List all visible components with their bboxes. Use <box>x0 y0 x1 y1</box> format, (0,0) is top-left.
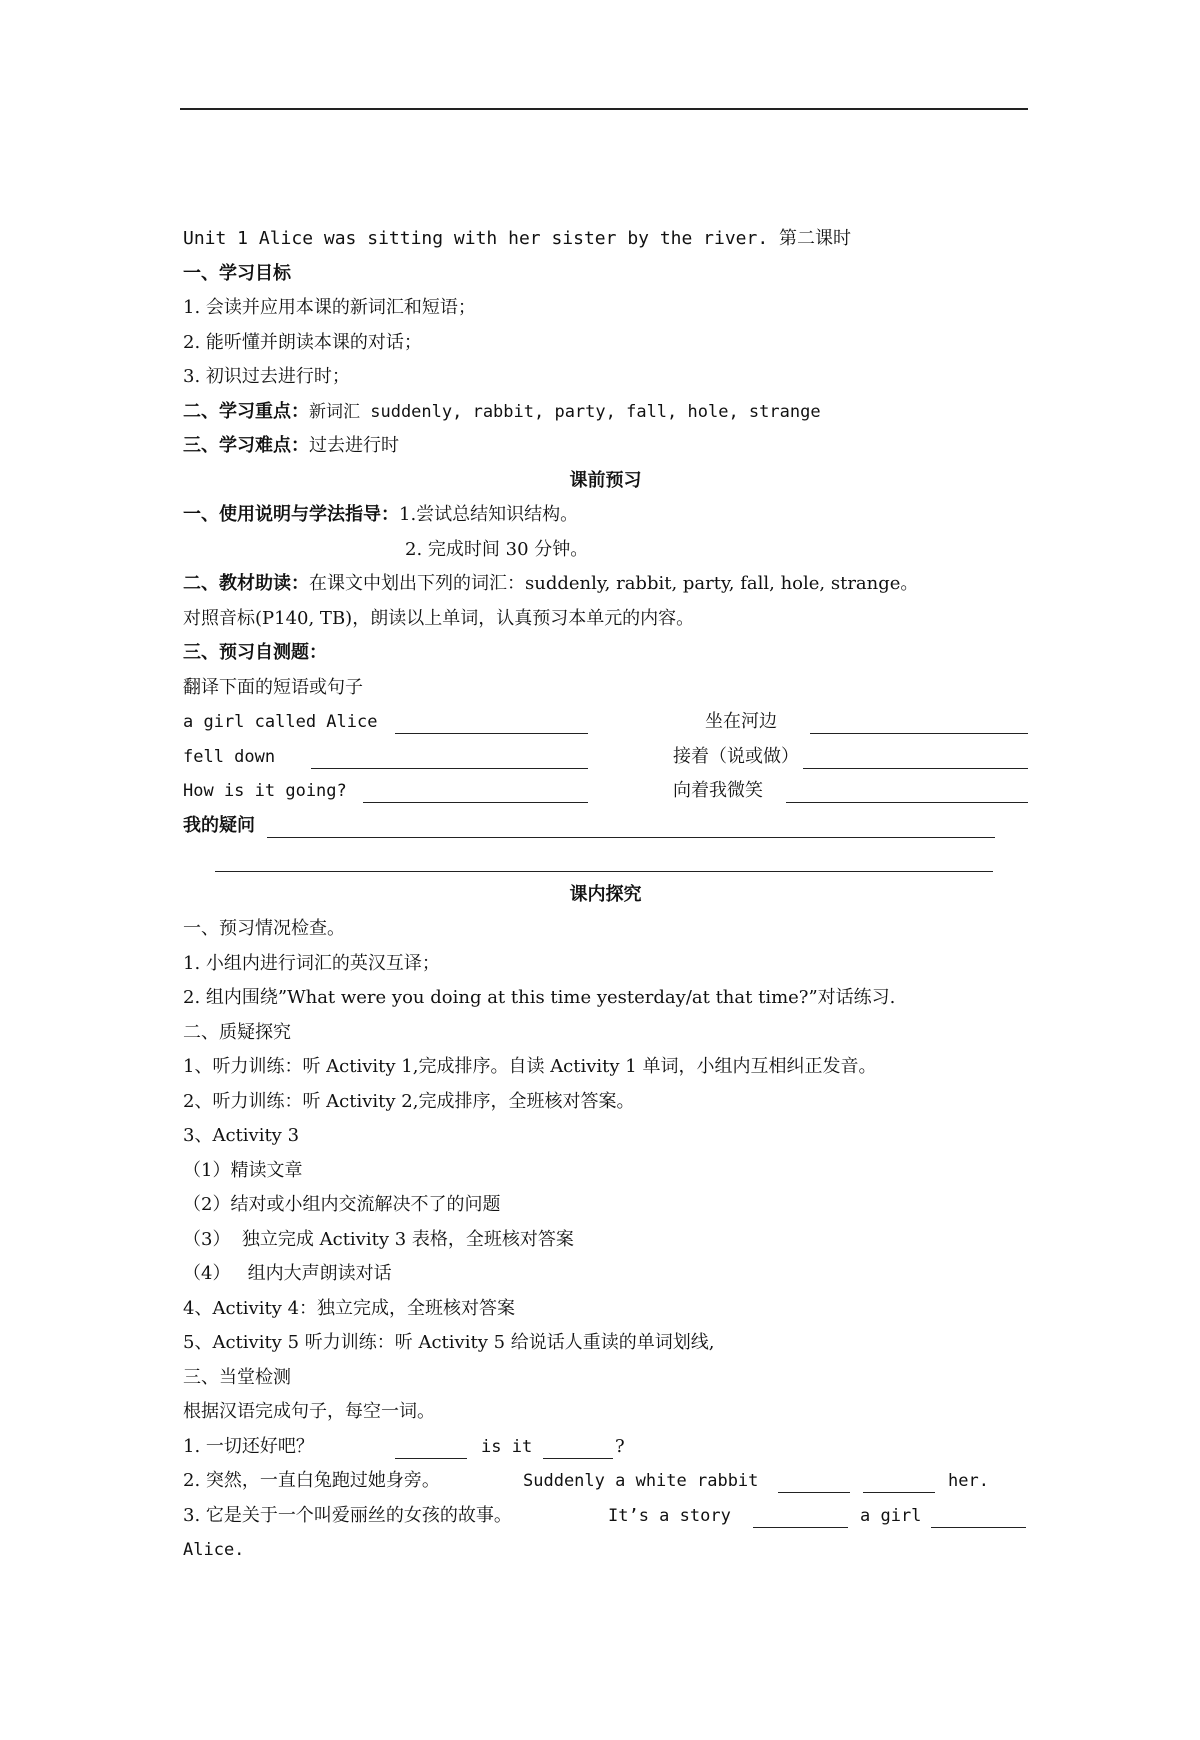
translate-prompt: 坐在河边 <box>705 711 777 732</box>
textbook-text: 在课文中划出下列的词汇：suddenly, rabbit, party, fall, hole, strange。 <box>309 573 919 594</box>
answer-blank[interactable] <box>753 1505 848 1528</box>
explore-item: （3） 独立完成 Activity 3 表格，全班核对答案 <box>183 1228 574 1250</box>
difficulty-label: 三、学习难点： <box>183 435 309 456</box>
goals-heading: 一、学习目标 <box>183 262 291 284</box>
guide-label: 一、使用说明与学法指导： <box>183 504 399 525</box>
answer-blank[interactable] <box>778 1470 850 1493</box>
answer-blank[interactable] <box>786 780 1028 803</box>
explore-item: （1）精读文章 <box>183 1159 303 1181</box>
explore-item: （2）结对或小组内交流解决不了的问题 <box>183 1194 501 1215</box>
selftest-heading: 三、预习自测题： <box>183 642 327 663</box>
questions-blank[interactable] <box>267 815 995 838</box>
test-question: 3. 它是关于一个叫爱丽丝的女孩的故事。 <box>183 1504 512 1526</box>
test-row <box>183 1499 1028 1534</box>
textbook-help <box>183 567 1028 602</box>
translate-prompt: 接着（说或做） <box>673 745 799 767</box>
page-title: Unit 1 Alice was sitting with her sister by the river. 第二课时 <box>183 228 852 249</box>
explore-item: （4） 组内大声朗读对话 <box>183 1263 392 1284</box>
explore-heading: 二、质疑探究 <box>183 1021 291 1043</box>
goal-item: 3. 初识过去进行时； <box>183 366 350 387</box>
test-row <box>183 1430 1028 1465</box>
test-text: her. <box>948 1471 989 1491</box>
answer-blank[interactable] <box>931 1505 1026 1528</box>
check-item: 2. 组内围绕”What were you doing at this time yesterday/at that time?”对话练习. <box>183 987 896 1008</box>
translate-prompt: a girl called Alice <box>183 712 378 732</box>
test-text: It’s a story <box>608 1505 731 1526</box>
preview-heading: 课前预习 <box>569 469 642 491</box>
key-points-label: 二、学习重点： <box>183 400 309 422</box>
goal-item: 2. 能听懂并朗读本课的对话； <box>183 331 422 353</box>
test-text: ? <box>615 1435 625 1457</box>
test-heading: 三、当堂检测 <box>183 1366 291 1388</box>
translate-instruction: 翻译下面的短语或句子 <box>183 676 363 698</box>
difficulty <box>183 429 1028 464</box>
answer-blank[interactable] <box>803 746 1028 769</box>
textbook-text-2: 对照音标(P140, TB)，朗读以上单词，认真预习本单元的内容。 <box>183 607 695 629</box>
test-text: Alice. <box>183 1540 245 1560</box>
check-item: 1. 小组内进行词汇的英汉互译； <box>183 952 440 974</box>
guide-item-1: 1.尝试总结知识结构。 <box>399 504 579 525</box>
test-text: Suddenly a white rabbit <box>523 1471 759 1491</box>
questions-row <box>183 809 1028 844</box>
worksheet <box>183 222 1028 1568</box>
answer-blank[interactable] <box>311 746 588 769</box>
answer-blank[interactable] <box>810 711 1028 734</box>
translate-row <box>183 705 1028 740</box>
translate-row <box>183 740 1028 775</box>
answer-blank[interactable] <box>863 1470 935 1493</box>
difficulty-text: 过去进行时 <box>309 435 399 456</box>
translate-row <box>183 774 1028 809</box>
explore-item: 1、听力训练：听 Activity 1,完成排序。自读 Activity 1 单词，小组内互相纠正发音。 <box>183 1056 877 1077</box>
questions-blank[interactable] <box>215 849 993 872</box>
questions-row-2 <box>183 843 1028 878</box>
explore-item: 4、Activity 4：独立完成，全班核对答案 <box>183 1297 516 1319</box>
explore-item: 3、Activity 3 <box>183 1125 300 1146</box>
guide-item-2: 2. 完成时间 30 分钟。 <box>405 538 589 560</box>
questions-label: 我的疑问 <box>183 814 255 836</box>
test-row <box>183 1464 1028 1499</box>
explore-item: 5、Activity 5 听力训练：听 Activity 5 给说话人重读的单词划线, <box>183 1332 715 1353</box>
test-text: is it <box>481 1436 533 1457</box>
test-question: 1. 一切还好吧？ <box>183 1435 314 1457</box>
header-rule <box>180 108 1028 110</box>
check-heading: 一、预习情况检查。 <box>183 918 345 939</box>
inclass-heading: 课内探究 <box>569 883 642 905</box>
answer-blank[interactable] <box>543 1436 613 1459</box>
translate-prompt: fell down <box>183 746 276 767</box>
translate-prompt: How is it going? <box>183 781 347 801</box>
test-question: 2. 突然，一直白兔跑过她身旁。 <box>183 1470 440 1491</box>
answer-blank[interactable] <box>395 1436 467 1459</box>
textbook-label: 二、教材助读： <box>183 573 309 594</box>
test-instruction: 根据汉语完成句子，每空一词。 <box>183 1401 435 1422</box>
key-points-text: 新词汇 suddenly, rabbit, party, fall, hole, strange <box>309 401 821 422</box>
answer-blank[interactable] <box>363 780 588 803</box>
goal-item: 1. 会读并应用本课的新词汇和短语； <box>183 297 476 318</box>
test-text: a girl <box>860 1505 922 1526</box>
key-points <box>183 395 1028 430</box>
guide <box>183 498 1028 533</box>
explore-item: 2、听力训练：听 Activity 2,完成排序，全班核对答案。 <box>183 1090 635 1112</box>
translate-prompt: 向着我微笑 <box>673 780 763 801</box>
answer-blank[interactable] <box>395 711 588 734</box>
